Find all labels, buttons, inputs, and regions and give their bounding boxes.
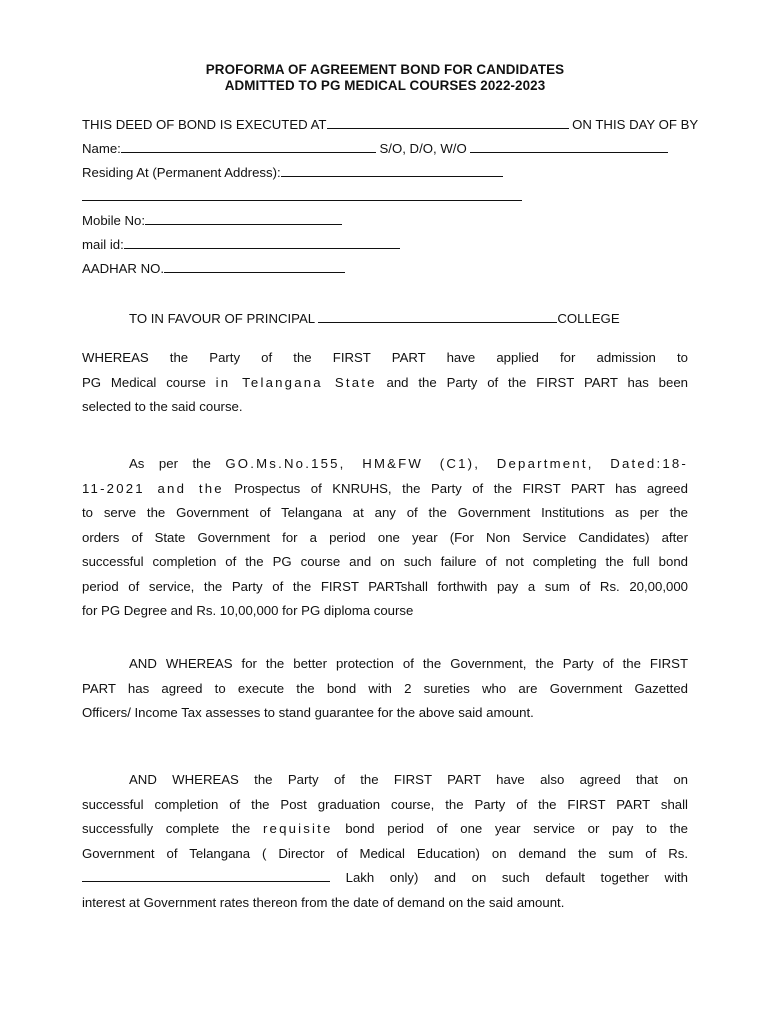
para1-line-2c: and the Party of the FIRST PART has been <box>376 374 688 390</box>
para2-line-1a: As per the <box>129 456 226 471</box>
principal-college-blank[interactable] <box>318 310 557 323</box>
protection-paragraph <box>82 652 688 726</box>
para4-line-5 <box>82 866 688 891</box>
para3-line-3: Officers/ Income Tax assesses to stand guarantee for the above said amount. <box>82 705 534 720</box>
name-label: Name: <box>82 141 121 156</box>
para3-line-2: PART has agreed to execute the bond with 2 sureties who are Government Gazetted <box>82 680 688 696</box>
para2-line-3: to serve the Government of Telangana at any of the Government Institutions as per the <box>82 505 688 520</box>
para2-line-6: period of service, the Party of the FIRST PARTshall forthwith pay a sum of Rs. 20,00,000 <box>82 578 688 594</box>
mail-blank[interactable] <box>124 236 400 249</box>
para1-line-2a: PG Medical course <box>82 374 216 390</box>
favour-line <box>129 310 620 327</box>
para4-line-5-suffix: Lakh only) and on such default together with <box>345 870 688 885</box>
name-line <box>82 140 668 157</box>
para4-line-3 <box>82 817 688 842</box>
aadhar-label: AADHAR NO. <box>82 261 165 276</box>
aadhar-blank[interactable] <box>164 260 345 273</box>
favour-suffix: COLLEGE <box>557 311 620 326</box>
para4-line-3c: bond period of one year service or pay to the <box>332 821 688 836</box>
para3-line-1-text: AND WHEREAS for the better protection of the Government, the Party of the FIRST <box>129 656 688 671</box>
para4-line-6: interest at Government rates thereon from the date of demand on the said amount. <box>82 894 565 910</box>
para4-line-1-text: AND WHEREAS the Party of the FIRST PART have also agreed that on <box>129 772 688 787</box>
deed-prefix-label: THIS DEED OF BOND IS EXECUTED AT <box>82 117 327 132</box>
para2-line-1 <box>82 452 688 477</box>
name-blank[interactable] <box>121 140 376 153</box>
address-label: Residing At (Permanent Address): <box>82 165 281 180</box>
para2-line-7: for PG Degree and Rs. 10,00,000 for PG diploma course <box>82 603 414 618</box>
completion-paragraph <box>82 768 688 915</box>
aadhar-line <box>82 260 345 277</box>
para4-line-2: successful completion of the Post graduation course, the Party of the FIRST PART shall <box>82 796 688 812</box>
mail-line <box>82 236 400 253</box>
para1-line-2 <box>82 371 688 396</box>
para4-line-4: Government of Telangana ( Director of Medical Education) on demand the sum of Rs. <box>82 845 688 861</box>
address-line <box>82 164 503 181</box>
para2-line-1b: GO.Ms.No.155, HM&FW (C1), Department, Dated:18- <box>225 456 688 471</box>
whereas-paragraph-1 <box>82 346 688 420</box>
para4-line-3b: requisite <box>262 821 333 836</box>
executed-at-blank[interactable] <box>327 116 569 129</box>
address-blank[interactable] <box>281 164 503 177</box>
document-title-line-1: PROFORMA OF AGREEMENT BOND FOR CANDIDATES <box>205 62 565 77</box>
address-continuation-line <box>82 188 522 205</box>
amount-lakh-blank[interactable] <box>82 869 330 882</box>
para1-line-2b: in Telangana State <box>215 374 377 390</box>
para3-line-1 <box>82 652 688 677</box>
mobile-label: Mobile No: <box>82 213 146 228</box>
para4-line-3a: successfully complete the <box>82 821 263 836</box>
para1-line-3: selected to the said course. <box>82 399 243 414</box>
deed-executed-line <box>82 116 698 133</box>
para2-line-2a: 11-2021 and the <box>82 480 224 496</box>
relation-blank[interactable] <box>470 140 668 153</box>
para2-line-4: orders of State Government for a period one year (For Non Service Candidates) after <box>82 529 688 545</box>
mobile-blank[interactable] <box>145 212 342 225</box>
mobile-line <box>82 212 342 229</box>
para2-line-2 <box>82 477 688 502</box>
para2-line-2b: Prospectus of KNRUHS, the Party of the FIRST PART has agreed <box>223 480 688 496</box>
para1-line-1: WHEREAS the Party of the FIRST PART have applied for admission to <box>82 350 688 365</box>
para4-line-1 <box>82 768 688 793</box>
deed-suffix-label: ON THIS DAY OF BY <box>572 117 699 132</box>
para2-line-5: successful completion of the PG course and on such failure of not completing the full bond <box>82 554 688 569</box>
go-ms-paragraph <box>82 452 688 624</box>
mail-label: mail id: <box>82 237 124 252</box>
document-title-line-2: ADMITTED TO PG MEDICAL COURSES 2022-2023 <box>224 78 546 93</box>
relation-label: S/O, D/O, W/O <box>379 141 467 156</box>
favour-prefix: TO IN FAVOUR OF PRINCIPAL <box>129 311 315 326</box>
address-continuation-blank[interactable] <box>82 188 522 201</box>
